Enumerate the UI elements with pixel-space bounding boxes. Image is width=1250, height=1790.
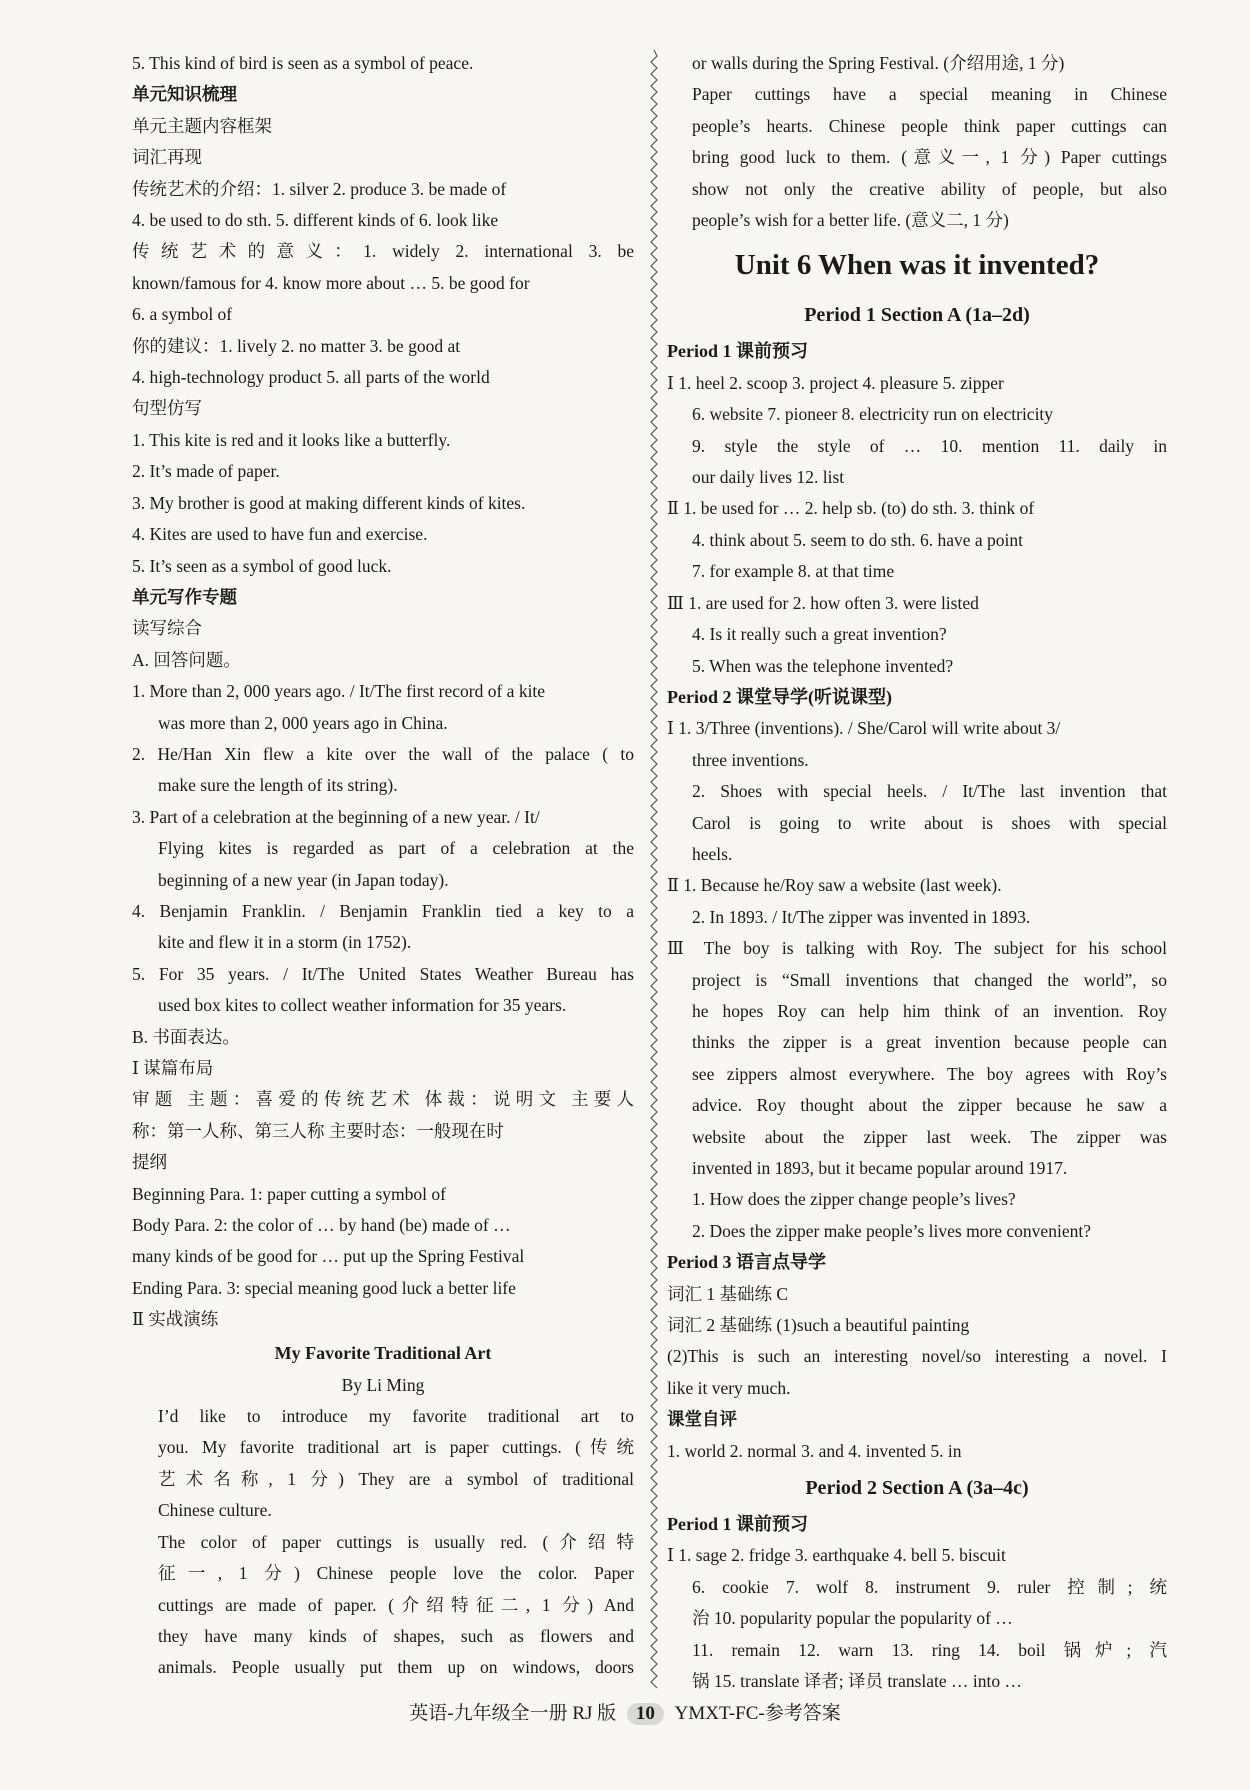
left-line: Ⅱ 实战演练 xyxy=(132,1309,219,1330)
right-line: 2. Shoes with special heels. / It/The last invention that xyxy=(692,781,1167,802)
left-line: 词汇再现 xyxy=(132,147,202,168)
page-number: 10 xyxy=(627,1703,664,1725)
section-heading: Period 1 课前预习 xyxy=(667,1514,808,1535)
right-line: 2. Does the zipper make people’s lives more convenient? xyxy=(692,1220,1091,1241)
right-line: 词汇 1 基础练 C xyxy=(667,1283,789,1304)
left-line: 你的建议：1. lively 2. no matter 3. be good at xyxy=(132,335,461,356)
right-line: he hopes Roy can help him think of an invention. Roy xyxy=(692,1000,1167,1021)
essay-title: My Favorite Traditional Art xyxy=(274,1342,492,1363)
right-line: 4. Is it really such a great invention? xyxy=(692,624,947,645)
right-line: advice. Roy thought about the zipper because he saw a xyxy=(692,1095,1167,1116)
right-line: 6. cookie 7. wolf 8. instrument 9. ruler 控制; 统 xyxy=(692,1576,1167,1597)
left-line: 单元主题内容框架 xyxy=(132,115,272,136)
section-heading: 单元写作专题 xyxy=(132,586,237,607)
right-line: 7. for example 8. at that time xyxy=(692,561,895,582)
right-line: project is “Small inventions that changed the world”, so xyxy=(692,969,1167,990)
right-line: website about the zipper last week. The zipper was xyxy=(692,1126,1167,1147)
left-line: 2. He/Han Xin flew a kite over the wall of the palace ( to xyxy=(132,743,634,764)
left-line: A. 回答问题。 xyxy=(132,649,241,670)
left-line: 传统艺术的意义：1. widely 2. international 3. be xyxy=(132,241,634,262)
unit-title: Unit 6 When was it invented? xyxy=(734,249,1100,282)
section-heading: Period 3 语言点导学 xyxy=(667,1252,826,1273)
right-line: 词汇 2 基础练 (1)such a beautiful painting xyxy=(667,1315,970,1336)
right-line: invented in 1893, but it became popular around 1917. xyxy=(692,1158,1068,1178)
right-line: 2. In 1893. / It/The zipper was invented in 1893. xyxy=(692,906,1031,927)
section-heading: 单元知识梳理 xyxy=(132,84,237,105)
section-heading: Period 1 课前预习 xyxy=(667,341,808,362)
right-line: 1. world 2. normal 3. and 4. invented 5. in xyxy=(667,1440,962,1461)
left-line: 称：第一人称、第三人称 主要时态：一般现在时 xyxy=(132,1120,504,1141)
left-line: 征一, 1 分) Chinese people love the color. Paper xyxy=(158,1563,634,1584)
right-line: 6. website 7. pioneer 8. electricity run on electricity xyxy=(692,404,1054,425)
footer-code: YMXT-FC-参考答案 xyxy=(674,1703,841,1724)
left-line: I’d like to introduce my favorite traditional art to xyxy=(158,1406,634,1427)
left-line: was more than 2, 000 years ago in China. xyxy=(158,712,448,733)
left-line: 句型仿写 xyxy=(132,398,202,419)
right-line: show not only the creative ability of people, but also xyxy=(692,178,1167,199)
left-line: Body Para. 2: the color of … by hand (be) made of … xyxy=(132,1215,511,1236)
right-line: (2)This is such an interesting novel/so interesting a novel. I xyxy=(667,1346,1167,1367)
right-line: 4. think about 5. seem to do sth. 6. have a point xyxy=(692,529,1023,550)
left-line: 艺术名称, 1 分) They are a symbol of traditional xyxy=(158,1468,634,1489)
left-line: they have many kinds of shapes, such as flowers and xyxy=(158,1625,634,1646)
left-line: Ending Para. 3: special meaning good luck a better life xyxy=(132,1277,516,1298)
right-line: our daily lives 12. list xyxy=(692,467,845,488)
left-line: 4. Benjamin Franklin. / Benjamin Franklin tied a key to a xyxy=(132,900,634,921)
left-line: Beginning Para. 1: paper cutting a symbol of xyxy=(132,1183,446,1204)
left-line: 4. Kites are used to have fun and exercise. xyxy=(132,524,428,545)
left-line: animals. People usually put them up on windows, doors xyxy=(158,1657,634,1678)
left-line: 1. This kite is red and it looks like a butterfly. xyxy=(132,429,451,450)
left-line: 6. a symbol of xyxy=(132,304,233,325)
left-line: 读写综合 xyxy=(132,618,202,639)
left-line: kite and flew it in a storm (in 1752). xyxy=(158,932,412,953)
left-line: 3. My brother is good at making different kinds of kites. xyxy=(132,492,526,513)
page-footer xyxy=(0,1698,1250,1725)
left-line: 5. This kind of bird is seen as a symbol of peace. xyxy=(132,53,474,73)
left-line: used box kites to collect weather information for 35 years. xyxy=(158,995,567,1016)
right-line: Ⅲ The boy is talking with Roy. The subject for his school xyxy=(667,938,1167,959)
right-line: people’s hearts. Chinese people think paper cuttings can xyxy=(692,115,1167,136)
right-line: Paper cuttings have a special meaning in Chinese xyxy=(692,84,1167,105)
right-line: people’s wish for a better life. (意义二, 1 分) xyxy=(692,210,1009,231)
right-line: like it very much. xyxy=(667,1377,791,1398)
right-line: Ⅱ 1. be used for … 2. help sb. (to) do sth. 3. think of xyxy=(667,498,1035,519)
left-line: B. 书面表达。 xyxy=(132,1026,240,1047)
right-line: heels. xyxy=(692,843,733,864)
right-line: 治 10. popularity popular the popularity of … xyxy=(692,1608,1013,1629)
left-line: 4. be used to do sth. 5. different kinds of 6. look like xyxy=(132,210,499,231)
left-line: you. My favorite traditional art is paper cuttings. (传统 xyxy=(158,1437,634,1458)
left-line: 3. Part of a celebration at the beginning of a new year. / It/ xyxy=(132,806,540,827)
right-line: thinks the zipper is a great invention because people can xyxy=(692,1032,1167,1053)
right-line: Ⅱ 1. Because he/Roy saw a website (last week). xyxy=(667,875,1002,896)
right-line: 11. remain 12. warn 13. ring 14. boil 锅炉; 汽 xyxy=(692,1639,1167,1660)
footer-book-title: 英语-九年级全一册 RJ 版 xyxy=(409,1703,617,1724)
right-line: see zippers almost everywhere. The boy agrees with Roy’s xyxy=(692,1063,1167,1084)
right-line: 9. style the style of … 10. mention 11. daily in xyxy=(692,435,1167,456)
right-column xyxy=(667,48,1167,1698)
left-line: 审题 主题：喜爱的传统艺术 体裁：说明文 主要人 xyxy=(132,1089,634,1110)
right-line: Ⅰ 1. sage 2. fridge 3. earthquake 4. bell 5. biscuit xyxy=(667,1545,1006,1566)
left-line: make sure the length of its string). xyxy=(158,775,398,796)
left-line: 2. It’s made of paper. xyxy=(132,461,280,482)
right-line: Ⅲ 1. are used for 2. how often 3. were listed xyxy=(667,592,979,613)
right-line: Carol is going to write about is shoes with special xyxy=(692,812,1167,833)
left-line: Chinese culture. xyxy=(158,1500,272,1521)
left-line: Ⅰ 谋篇布局 xyxy=(132,1058,214,1078)
left-line: 传统艺术的介绍：1. silver 2. produce 3. be made of xyxy=(132,178,507,199)
right-line: 1. How does the zipper change people’s lives? xyxy=(692,1189,1016,1210)
section-heading: 课堂自评 xyxy=(667,1409,737,1430)
left-line: 提纲 xyxy=(132,1152,167,1173)
left-line: 4. high-technology product 5. all parts of the world xyxy=(132,367,490,388)
left-line: By Li Ming xyxy=(341,1374,425,1395)
right-line: bring good luck to them. (意义一, 1 分) Paper cuttings xyxy=(692,147,1167,168)
section-heading: Period 2 课堂导学(听说课型) xyxy=(667,686,892,707)
left-column xyxy=(132,48,634,1684)
left-line: Flying kites is regarded as part of a celebration at the xyxy=(158,838,634,859)
period-heading: Period 1 Section A (1a–2d) xyxy=(804,304,1030,327)
left-line: cuttings are made of paper. (介绍特征二, 1 分) And xyxy=(158,1594,634,1615)
right-line: Ⅰ 1. heel 2. scoop 3. project 4. pleasure 5. zipper xyxy=(667,372,1004,393)
left-line: beginning of a new year (in Japan today). xyxy=(158,869,449,890)
right-line: three inventions. xyxy=(692,749,809,770)
left-line: 5. For 35 years. / It/The United States Weather Bureau has xyxy=(132,963,634,984)
period-heading: Period 2 Section A (3a–4c) xyxy=(805,1477,1029,1500)
right-line: Ⅰ 1. 3/Three (inventions). / She/Carol will write about 3/ xyxy=(667,718,1061,739)
right-line: 5. When was the telephone invented? xyxy=(692,655,954,676)
column-divider xyxy=(650,50,658,1690)
right-line: 锅 15. translate 译者; 译员 translate … into … xyxy=(692,1671,1023,1692)
left-line: 1. More than 2, 000 years ago. / It/The first record of a kite xyxy=(132,681,546,702)
right-line: or walls during the Spring Festival. (介绍用途, 1 分) xyxy=(692,53,1065,73)
left-line: known/famous for 4. know more about … 5. be good for xyxy=(132,272,530,293)
left-line: 5. It’s seen as a symbol of good luck. xyxy=(132,555,392,576)
left-line: many kinds of be good for … put up the Spring Festival xyxy=(132,1246,525,1267)
left-line: The color of paper cuttings is usually red. (介绍特 xyxy=(158,1531,634,1552)
